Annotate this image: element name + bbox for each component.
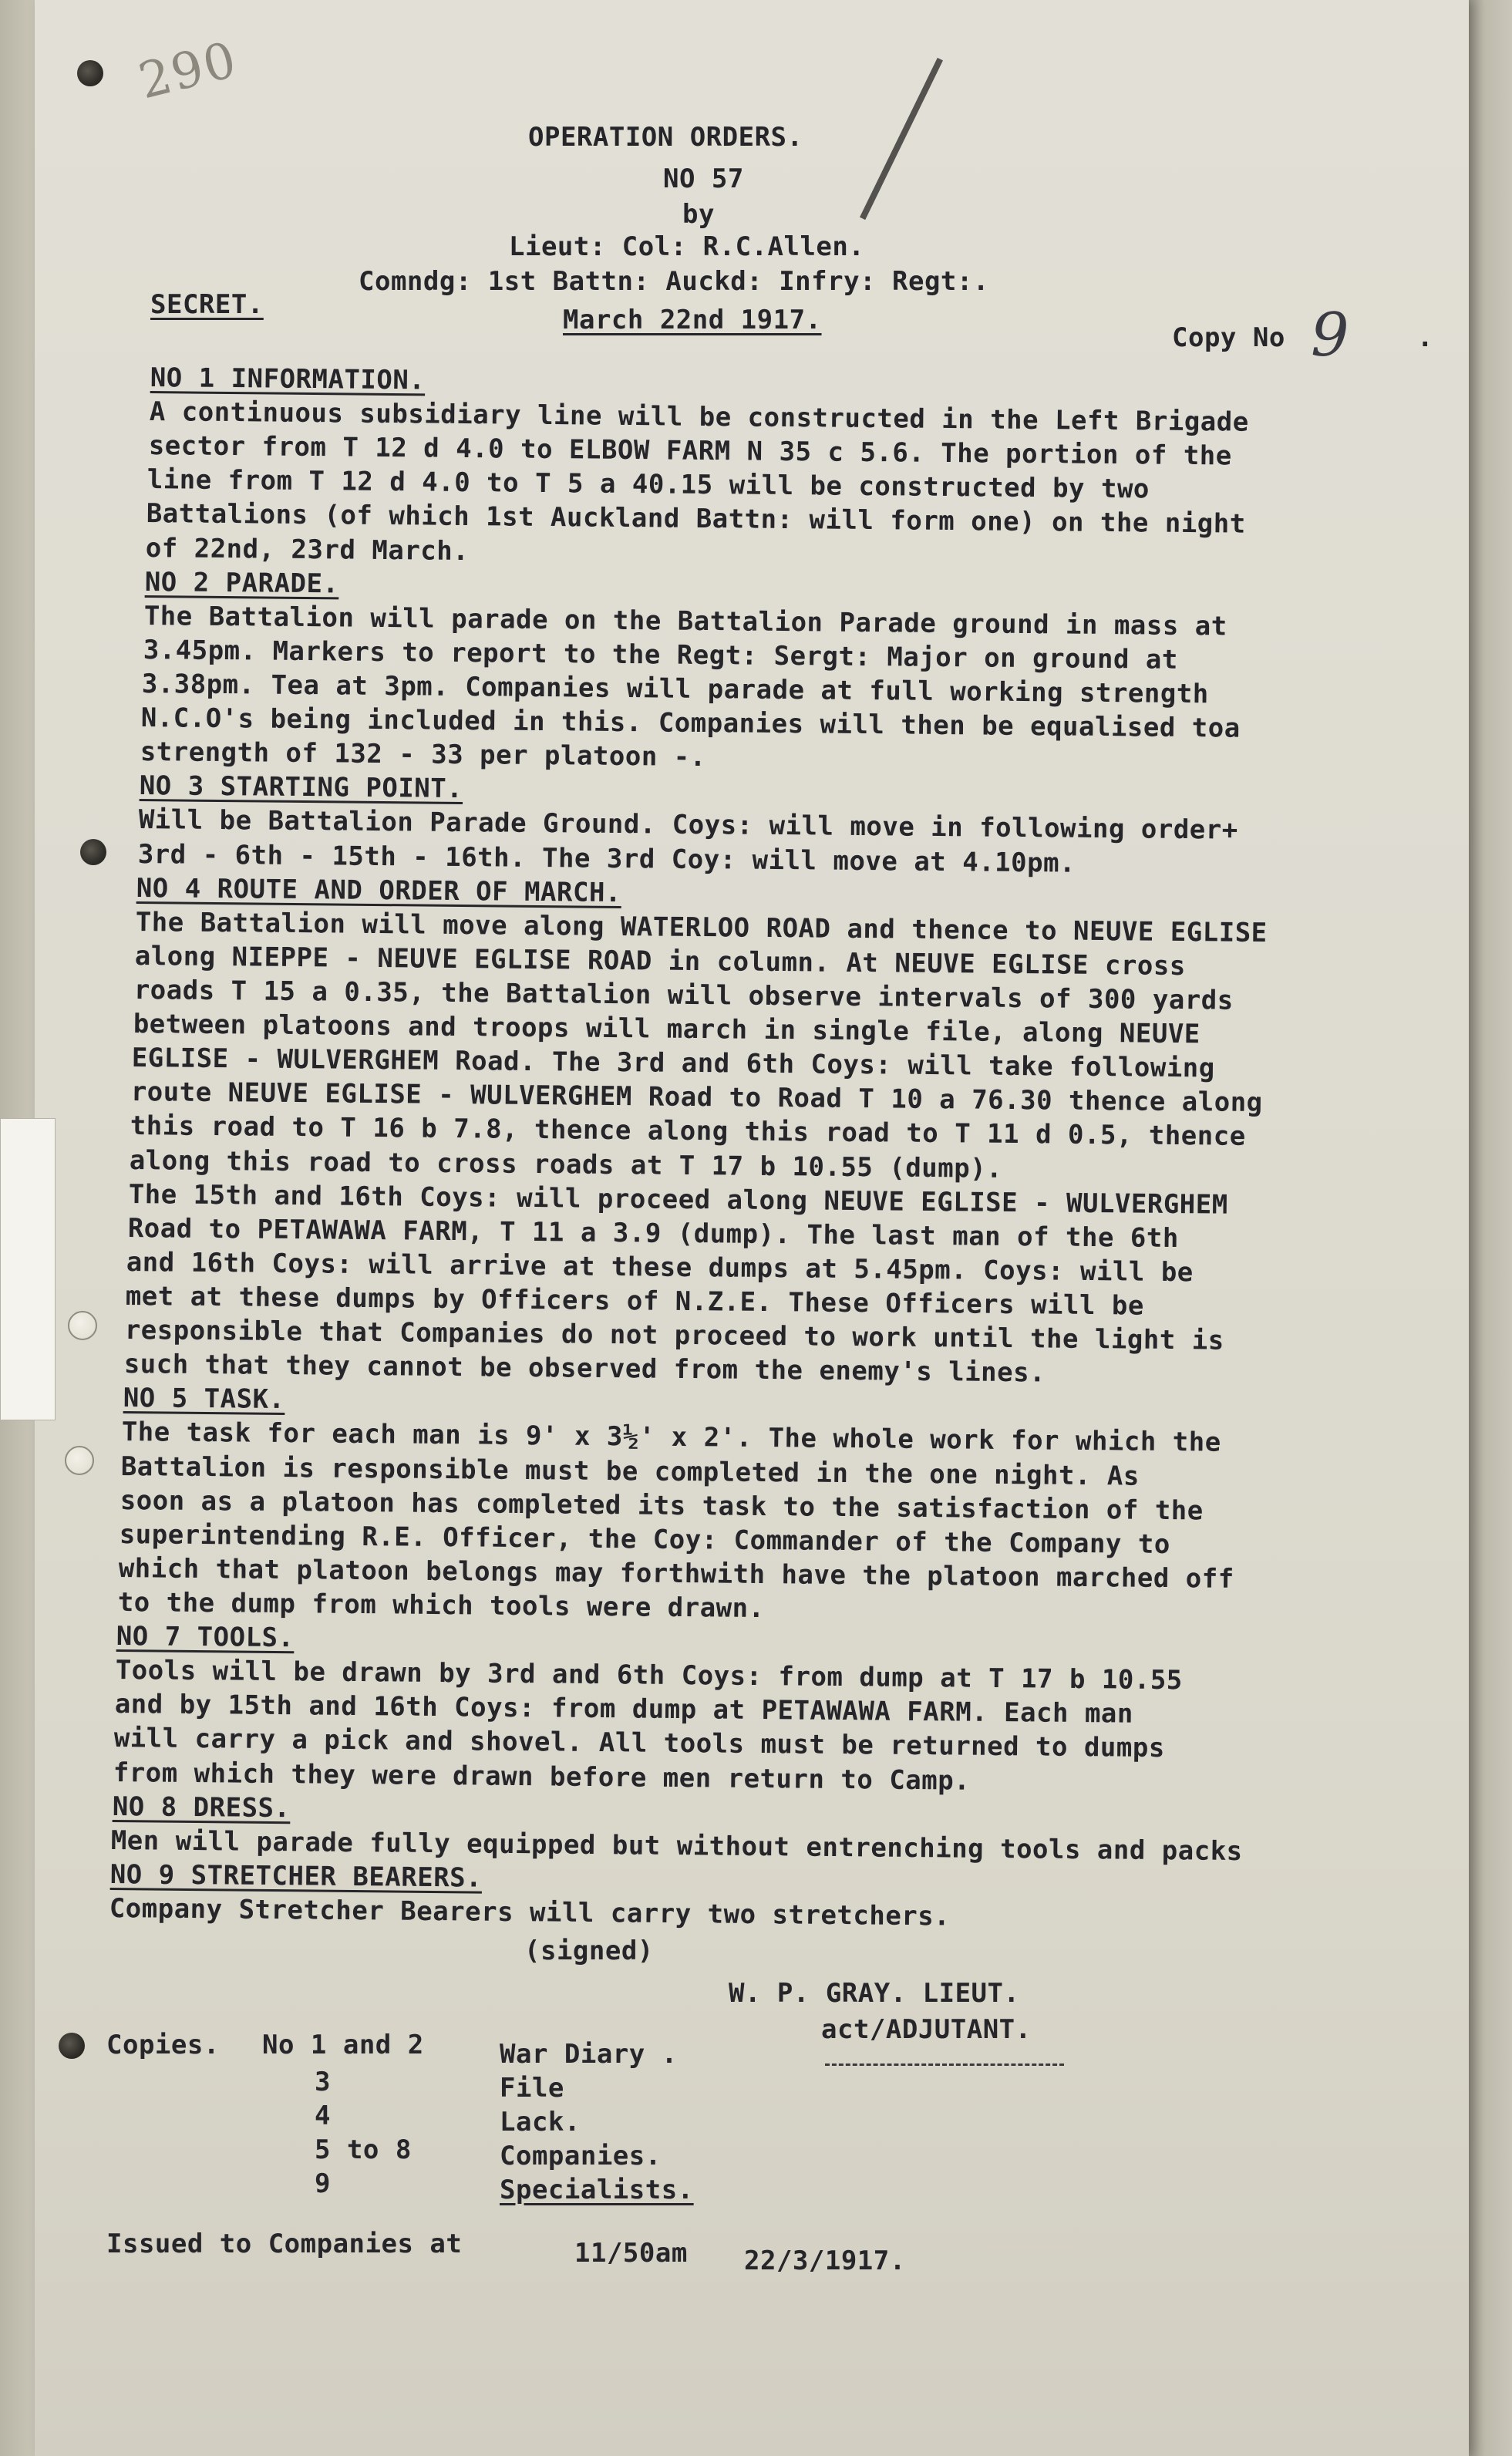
copy-number: 9 — [1311, 301, 1349, 370]
body-line: roads T 15 a 0.35, the Battalion will observe intervals of 300 yards — [133, 975, 1234, 1016]
signed-label: (signed) — [524, 1935, 654, 1966]
body-line: from which they were drawn before men return to Camp. — [113, 1757, 971, 1797]
copies-to-2: File — [500, 2073, 564, 2104]
copy-trail: . — [1417, 322, 1433, 353]
order-number: NO 57 — [663, 163, 744, 194]
folder-edge — [1469, 0, 1512, 2456]
section-heading: NO 7 TOOLS. — [116, 1621, 295, 1654]
body-line: such that they cannot be observed from the enemy's lines. — [123, 1349, 1046, 1389]
body-line: Battalion is responsible must be completed in the one night. As — [120, 1451, 1140, 1492]
body-line: responsible that Companies do not proceed to work until the light is — [124, 1315, 1224, 1356]
punch-hole-light-2 — [65, 1446, 94, 1475]
copies-to-5: Specialists. — [500, 2175, 694, 2205]
body-line: 3rd - 6th - 15th - 16th. The 3rd Coy: will move at 4.10pm. — [137, 839, 1076, 879]
order-title: OPERATION ORDERS. — [528, 122, 803, 153]
body-line: Battalions (of which 1st Auckland Battn: will form one) on the night — [146, 498, 1246, 540]
body-line: superintending R.E. Officer, the Coy: Commander of the Company to — [119, 1519, 1170, 1561]
body-line: between platoons and troops will march in single file, along NEUVE — [133, 1009, 1201, 1050]
body-line: The Battalion will move along WATERLOO ROAD and thence to NEUVE EGLISE — [135, 907, 1268, 949]
section-heading: NO 9 STRETCHER BEARERS. — [109, 1859, 483, 1894]
body-line: 3.38pm. Tea at 3pm. Companies will parade at full working strength — [141, 669, 1209, 710]
copies-no-4: 5 to 8 — [315, 2134, 412, 2165]
punch-hole-bottom — [59, 2033, 85, 2059]
order-date: March 22nd 1917. — [563, 305, 822, 335]
punch-hole-top — [77, 60, 103, 86]
body-line: and 16th Coys: will arrive at these dumps at 5.45pm. Coys: will be — [126, 1247, 1194, 1289]
copies-no-3: 4 — [315, 2101, 331, 2131]
copies-no-2: 3 — [315, 2067, 331, 2097]
copies-to-3: Lack. — [500, 2107, 581, 2138]
body-line: along this road to cross roads at T 17 b 10.55 (dump). — [129, 1145, 1003, 1184]
section-heading: NO 2 PARADE. — [144, 567, 339, 600]
section-heading: NO 4 ROUTE AND ORDER OF MARCH. — [136, 873, 622, 909]
body-line: along NIEPPE - NEUVE EGLISE ROAD in column. At NEUVE EGLISE cross — [134, 941, 1186, 982]
signatory-name: W. P. GRAY. LIEUT. — [729, 1978, 1020, 2009]
signature-rule — [825, 2064, 1064, 2066]
body-line: soon as a platoon has completed its task to the satisfaction of the — [120, 1485, 1204, 1527]
copy-label: Copy No — [1172, 322, 1285, 353]
section-heading: NO 8 DRESS. — [112, 1791, 291, 1824]
order-by: by — [682, 199, 715, 230]
secret-mark: SECRET. — [150, 289, 264, 320]
punch-hole-light-1 — [68, 1311, 97, 1340]
body-line: The 15th and 16th Coys: will proceed along NEUVE EGLISE - WULVERGHEM — [128, 1179, 1228, 1221]
issued-time: 11/50am — [574, 2238, 688, 2269]
body-line: this road to T 16 b 7.8, thence along this road to T 11 d 0.5, thence — [130, 1110, 1246, 1152]
copies-to-1: War Diary . — [500, 2039, 678, 2070]
body-line: to the dump from which tools were drawn. — [117, 1587, 765, 1625]
body-line: Will be Battalion Parade Ground. Coys: will move in following order+ — [138, 804, 1238, 846]
body-line: will carry a pick and shovel. All tools must be returned to dumps — [113, 1723, 1165, 1764]
body-line: The task for each man is 9' x 3½' x 2'. The whole work for which the — [121, 1417, 1221, 1458]
copies-label: Copies. — [106, 2030, 220, 2060]
section-heading: NO 5 TASK. — [123, 1383, 285, 1416]
body-line: Road to PETAWAWA FARM, T 11 a 3.9 (dump). The last man of the 6th — [127, 1213, 1179, 1255]
body-line: which that platoon belongs may forthwith have the platoon marched off — [118, 1553, 1234, 1595]
body-line: The Battalion will parade on the Battalion Parade ground in mass at — [143, 601, 1227, 642]
copies-no-1: No 1 and 2 — [262, 2030, 424, 2060]
punch-hole-mid — [80, 839, 106, 865]
body-line: route NEUVE EGLISE - WULVERGHEM Road to Road T 10 a 76.30 thence along — [130, 1076, 1263, 1119]
issued-label: Issued to Companies at — [106, 2229, 463, 2259]
body-line: line from T 12 d 4.0 to T 5 a 40.15 will be constructed by two — [146, 464, 1150, 505]
section-heading: NO 1 INFORMATION. — [150, 362, 426, 396]
body-line: sector from T 12 d 4.0 to ELBOW FARM N 35 c 5.6. The portion of the — [148, 430, 1232, 472]
body-line: strength of 132 - 33 per platoon -. — [140, 736, 706, 773]
body-line: and by 15th and 16th Coys: from dump at PETAWAWA FARM. Each man — [114, 1689, 1134, 1730]
copies-to-4: Companies. — [500, 2141, 662, 2171]
body-line: Tools will be drawn by 3rd and 6th Coys: from dump at T 17 b 10.55 — [115, 1655, 1183, 1696]
body-line: of 22nd, 23rd March. — [145, 533, 470, 568]
body-line: 3.45pm. Markers to report to the Regt: Sergt: Major on ground at — [143, 635, 1179, 675]
body-line: Company Stretcher Bearers will carry two stretchers. — [109, 1893, 951, 1932]
signatory-role: act/ADJUTANT. — [821, 2014, 1032, 2045]
order-officer: Lieut: Col: R.C.Allen. — [509, 231, 865, 262]
page-number: 290 — [133, 31, 244, 111]
copies-no-5: 9 — [315, 2168, 331, 2199]
body-line: met at these dumps by Officers of N.Z.E. These Officers will be — [125, 1281, 1145, 1322]
paper-tab — [0, 1118, 56, 1420]
issued-date: 22/3/1917. — [744, 2245, 906, 2276]
body-line: N.C.O's being included in this. Companies will then be equalised toa — [140, 702, 1241, 744]
section-heading: NO 3 STARTING POINT. — [139, 770, 463, 805]
body-line: A continuous subsidiary line will be constructed in the Left Brigade — [149, 396, 1249, 438]
body-line: EGLISE - WULVERGHEM Road. The 3rd and 6th Coys: will take following — [131, 1043, 1215, 1084]
body-line: Men will parade fully equipped but without entrenching tools and packs — [110, 1825, 1243, 1868]
order-command: Comndg: 1st Battn: Auckd: Infry: Regt:. — [359, 266, 989, 297]
